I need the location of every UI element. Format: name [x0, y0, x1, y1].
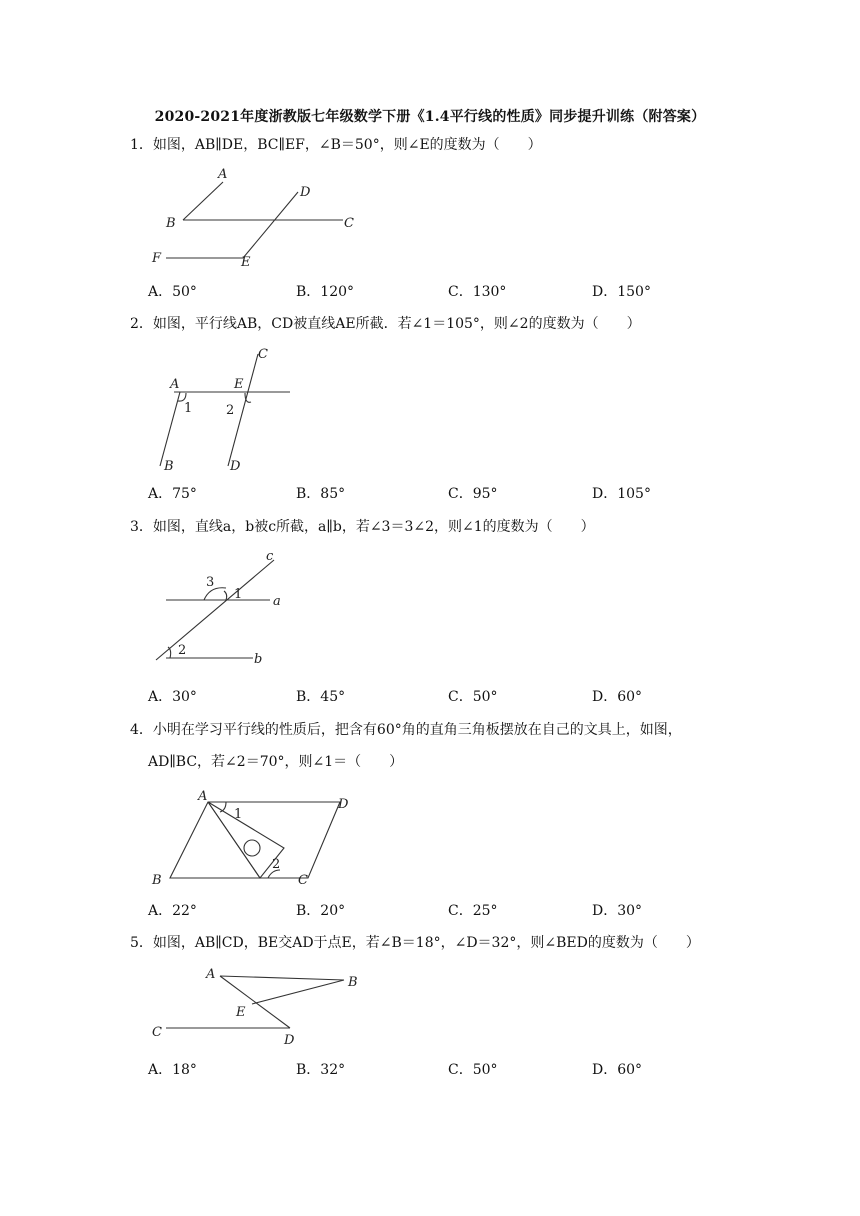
label-angle-1: 1	[234, 807, 243, 822]
label-c: c	[266, 550, 274, 564]
option-b[interactable]: B．32°	[296, 1062, 346, 1078]
label-b: b	[254, 652, 263, 667]
question-stem-line2: AD∥BC，若∠2＝70°，则∠1＝（ ）	[148, 754, 404, 770]
option-a[interactable]: A．75°	[148, 486, 197, 502]
question-stem: 2．如图，平行线AB，CD被直线AE所截．若∠1＝105°，则∠2的度数为（ ）	[130, 316, 641, 332]
option-c[interactable]: C．25°	[448, 903, 498, 919]
label-b: B	[166, 216, 176, 231]
line-ab	[220, 976, 344, 980]
label-b: B	[152, 873, 162, 888]
figure-q5	[148, 962, 368, 1048]
option-d[interactable]: D．30°	[592, 903, 643, 919]
label-angle-2: 2	[178, 643, 187, 658]
line-c	[156, 560, 274, 660]
label-e: E	[236, 1005, 246, 1020]
figure-q1	[148, 162, 378, 272]
question-stem: 5．如图，AB∥CD，BE交AD于点E，若∠B＝18°，∠D＝32°，则∠BED的度数为（ ）	[130, 935, 700, 951]
label-c: C	[298, 873, 308, 888]
label-d: D	[230, 459, 241, 474]
option-c[interactable]: C．130°	[448, 284, 507, 300]
option-a[interactable]: A．18°	[148, 1062, 197, 1078]
line-ad	[220, 976, 290, 1028]
angle-1-arc	[220, 802, 226, 812]
label-a: A	[218, 167, 228, 182]
line-be	[252, 980, 344, 1004]
angle-2-arc	[168, 647, 171, 658]
options-q2	[148, 483, 708, 503]
option-a[interactable]: A．22°	[148, 903, 197, 919]
page-title: 2020-2021年度浙教版七年级数学下册《1.4平行线的性质》同步提升训练（附答案）	[154, 109, 706, 125]
option-c[interactable]: C．50°	[448, 689, 498, 705]
label-e: E	[241, 255, 251, 270]
label-c: C	[152, 1025, 162, 1040]
question-stem: 1．如图，AB∥DE，BC∥EF，∠B＝50°，则∠E的度数为（ ）	[130, 137, 542, 153]
label-d: D	[284, 1033, 295, 1048]
line-ab	[160, 392, 180, 466]
label-d: D	[300, 185, 311, 200]
option-a[interactable]: A．30°	[148, 689, 197, 705]
option-c[interactable]: C．95°	[448, 486, 498, 502]
options-q5	[148, 1059, 708, 1079]
label-a: A	[170, 377, 180, 392]
figure-q2	[150, 342, 310, 474]
question-stem: 4．小明在学习平行线的性质后，把含有60°角的直角三角板摆放在自己的文具上，如图，	[130, 722, 682, 738]
angle-1-arc	[224, 591, 227, 600]
label-b: B	[164, 459, 174, 474]
label-b: B	[348, 975, 358, 990]
label-d: D	[338, 797, 349, 812]
label-f: F	[152, 251, 162, 266]
label-angle-1: 1	[184, 401, 193, 416]
label-angle-2: 2	[226, 403, 235, 418]
label-angle-2: 2	[272, 857, 281, 872]
label-a: A	[198, 789, 208, 804]
figure-q4	[148, 788, 368, 888]
option-b[interactable]: B．20°	[296, 903, 346, 919]
label-a: a	[273, 594, 281, 609]
option-d[interactable]: D．150°	[592, 284, 651, 300]
option-c[interactable]: C．50°	[448, 1062, 498, 1078]
options-q1	[148, 281, 708, 301]
option-b[interactable]: B．85°	[296, 486, 346, 502]
line-ed	[243, 192, 298, 258]
ruler-hole	[244, 840, 260, 856]
label-e: E	[234, 377, 244, 392]
label-a: A	[206, 967, 216, 982]
option-d[interactable]: D．105°	[592, 486, 651, 502]
options-q3	[148, 686, 708, 706]
figure-q3	[148, 550, 308, 672]
option-b[interactable]: B．120°	[296, 284, 355, 300]
option-d[interactable]: D．60°	[592, 689, 643, 705]
question-stem: 3．如图，直线a，b被c所截，a∥b，若∠3＝3∠2，则∠1的度数为（ ）	[130, 519, 595, 535]
options-q4	[148, 900, 708, 920]
label-angle-1: 1	[234, 587, 243, 602]
option-d[interactable]: D．60°	[592, 1062, 643, 1078]
line-ba	[183, 182, 223, 220]
option-a[interactable]: A．50°	[148, 284, 197, 300]
label-c: C	[344, 216, 354, 231]
option-b[interactable]: B．45°	[296, 689, 346, 705]
label-c: C	[258, 347, 268, 362]
label-angle-3: 3	[206, 575, 215, 590]
